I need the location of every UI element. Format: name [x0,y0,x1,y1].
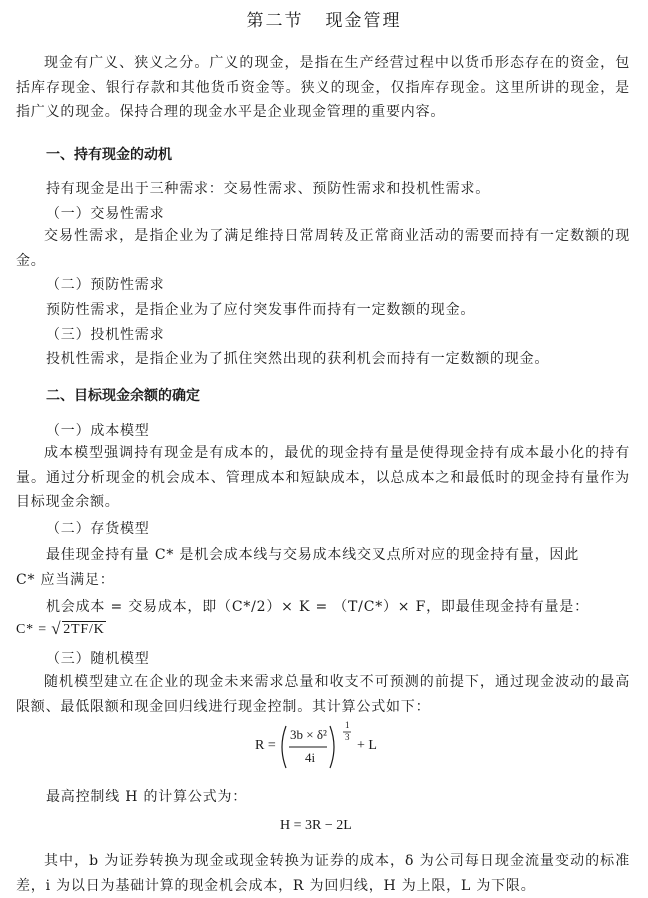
subheading-speculative: （三）投机性需求 [46,327,165,343]
inventory-model-text-3: 机会成本 = 交易成本，即（C*/2）× K = （T/C*）× F，即最佳现金持有量是： [46,599,589,615]
optimal-cash-formula [16,619,106,638]
motives-lead: 持有现金是出于三种需求：交易性需求、预防性需求和投机性需求。 [46,181,490,197]
subheading-transaction: （一）交易性需求 [46,206,165,222]
r-formula-exp-num: 1 [345,720,350,730]
section-name: 现金管理 [325,11,402,31]
upper-limit-formula: H = 3R − 2L [280,818,352,833]
inventory-model-text-2: C* 应当满足： [16,572,115,588]
speculative-text: 投机性需求，是指企业为了抓住突然出现的获利机会而持有一定数额的现金。 [46,351,550,367]
square-root: √ 2TF/K [51,619,105,638]
r-formula-exp-den: 3 [345,732,350,742]
random-model-text: 随机模型建立在企业的现金未来需求总量和收支不可预测的前提下，通过现金波动的最高限额、最低限额和现金回归线进行现金控制。其计算公式如下： [16,674,630,715]
cost-model-text: 成本模型强调持有现金是有成本的，最优的现金持有量是使得现金持有成本最小化的持有量。通过分析现金的机会成本、管理成本和短缺成本，以总成本之和最低时的现金持有量作为目标现金余额。 [16,445,630,510]
r-formula-denominator: 4i [305,750,316,765]
transaction-text: 交易性需求，是指企业为了满足维持日常周转及正常商业活动的需要而持有一定数额的现金。 [16,228,630,269]
precaution-text: 预防性需求，是指企业为了应付突发事件而持有一定数额的现金。 [46,302,476,318]
inventory-model-text-1: 最佳现金持有量 C* 是机会成本线与交易成本线交叉点所对应的现金持有量，因此 [46,547,580,563]
subheading-random-model: （三）随机模型 [46,651,150,667]
section-number: 第二节 [246,11,304,31]
variable-definitions: 其中，b 为证券转换为现金或现金转换为证券的成本，δ 为公司每日现金流量变动的标准差，i 为以日为基础计算的现金机会成本，R 为回归线，H 为上限，L 为下限。 [16,853,630,894]
r-formula-lhs: R = [255,738,276,753]
upper-limit-text: 最高控制线 H 的计算公式为： [46,789,248,805]
subheading-precaution: （二）预防性需求 [46,277,165,293]
heading-motives: 一、持有现金的动机 [46,147,172,163]
radicand: 2TF/K [63,622,105,637]
r-formula-numerator: 3b × δ² [290,727,327,742]
heading-target-cash: 二、目标现金余额的确定 [46,388,200,404]
section-title [0,6,648,31]
r-formula-rhs: + L [357,738,377,753]
subheading-cost-model: （一）成本模型 [46,423,150,439]
intro-paragraph: 现金有广义、狭义之分。广义的现金，是指在生产经营过程中以货币形态存在的资金，包括库存现金、银行存款和其他货币资金等。狭义的现金，仅指库存现金。这里所讲的现金，是指广义的现金。保持合理的现金水平是企业现金管理的重要内容。 [16,55,630,120]
subheading-inventory-model: （二）存货模型 [46,521,150,537]
formula-lhs: C* = [16,622,47,637]
